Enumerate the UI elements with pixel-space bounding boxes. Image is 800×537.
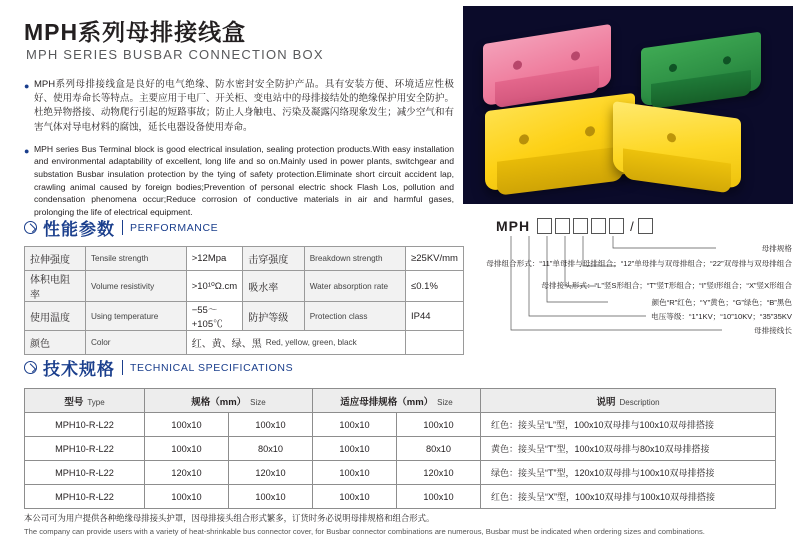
column-header-description: 说明 Description: [481, 389, 776, 413]
product-green-cover: [641, 32, 761, 107]
check-circle-icon: [24, 221, 37, 234]
column-header-size: 规格（mm） Size: [145, 389, 313, 413]
note-color: 颜色“R”红色；“Y”黄色；“G”绿色；“B”黑色: [651, 298, 792, 307]
intro-bullet-en: ● MPH series Bus Terminal block is good electrical insulation, sealing protection products.With easy installation and environmental adaptability of excellent, long life and so on.Mainly used in power plants, switchgear and substation Busbar insulation protection by the tying of safety protection.Eliminate short circuit accident lap, crawling animal caused by foreign bodies;Prevention of personal electric shock Flash Los, pollution and condensation phenomena occur;Reduce corrosion of conductive materials in air and harmful gases, prolonging the life of electrical equipment.: [24, 143, 454, 217]
table-row: 拉伸强度 Tensile strength >12Mpa 击穿强度 Breakdown strength ≥25KV/mm: [25, 247, 464, 271]
note-busbar-spec: 母排规格: [761, 244, 792, 253]
table-row: 体积电阻率 Volume resistivity >10¹⁰Ω.cm 吸水率 Water absorption rate ≤0.1%: [25, 271, 464, 302]
product-yellow-cover-small: [613, 101, 741, 189]
bullet-dot-icon: ●: [24, 81, 30, 91]
page-title: MPH系列母排接线盒: [24, 19, 247, 45]
column-header-busbar-size: 适应母排规格（mm） Size: [313, 389, 481, 413]
performance-table: [24, 246, 464, 355]
table-header-row: [25, 389, 776, 413]
divider: [122, 220, 123, 235]
table-row: 颜色 Color 红、黄、绿、黑 Red, yellow, green, black: [25, 331, 464, 355]
note-voltage-class: 电压等级：“1”1KV；“10”10KV；“35”35KV: [651, 312, 792, 321]
empty-cell: [406, 331, 464, 355]
section-heading-specifications: 技术规格 TECHNICAL SPECIFICATIONS: [24, 355, 293, 380]
model-code-diagram: [476, 218, 792, 348]
check-circle-icon: [24, 361, 37, 374]
specifications-table: [24, 388, 776, 509]
section-heading-performance: 性能参数 PERFORMANCE: [24, 215, 218, 240]
bullet-dot-icon: ●: [24, 145, 30, 156]
color-values-cell: 红、黄、绿、黑 Red, yellow, green, black: [186, 331, 405, 355]
table-row: MPH10-R-L22 120x10 120x10 100x10 120x10 绿色：接头呈“T”型，120x10双母排与100x10双母排搭接: [25, 461, 776, 485]
divider: [122, 360, 123, 375]
column-header-type: 型号 Type: [25, 389, 145, 413]
intro-block: [24, 78, 454, 226]
table-row: 使用温度 Using temperature −55～+105℃ 防护等级 Protection class IP44: [25, 302, 464, 331]
model-code-boxes: MPH /: [496, 218, 656, 234]
table-row: MPH10-R-L22 100x10 100x10 100x10 100x10 红色：接头呈“X”型，100x10双母排与100x10双母排搭接: [25, 485, 776, 509]
note-combination-form: 母排组合形式：“11”单母排与母排组合；“12”单母排与双母排组合；“22”双母排与双母排组合: [486, 259, 792, 268]
product-pink-cover: [483, 24, 611, 106]
table-row: MPH10-R-L22 100x10 100x10 100x10 100x10 红色：接头呈“L”型，100x10双母排与100x10双母排搭接: [25, 413, 776, 437]
table-row: MPH10-R-L22 100x10 80x10 100x10 80x10 黄色：接头呈“T”型，100x10双母排与80x10双母排搭接: [25, 437, 776, 461]
page-subtitle: MPH SERIES BUSBAR CONNECTION BOX: [26, 47, 324, 62]
note-joint-form: 母排接头形式：“L”竖S形组合；“T”竖T形组合；“I”竖I形组合；“X”竖X形组合: [541, 281, 792, 290]
note-busbar-length: 母排接线长: [754, 326, 792, 335]
footer-note: 本公司可为用户提供各种绝缘母排接头护罩，因母排接头组合形式繁多，订货时务必说明母排规格和组合形式。 The company can provide users with a variety of heat-shrinkable bus connector cover, for Busbar connector combinations are numerous, Busbar must be indicated when ordering sizes and combinations.: [24, 513, 705, 536]
product-photo: [463, 6, 793, 204]
intro-bullet-zh: ● MPH系列母排接线盒是良好的电气绝缘、防水密封安全防护产品。具有安装方便、环境适应性极好、使用寿命长等特点。主要应用于电厂、开关柜、变电站中的母排接结处的绝缘保护用安全防护。杜绝异物搭接、动物爬行引起的短路事故；防止人身触电、污染及凝露闪络现象发生；减少空气和有害气体对导电材料的腐蚀，延长电器设备使用寿命。: [24, 78, 454, 135]
